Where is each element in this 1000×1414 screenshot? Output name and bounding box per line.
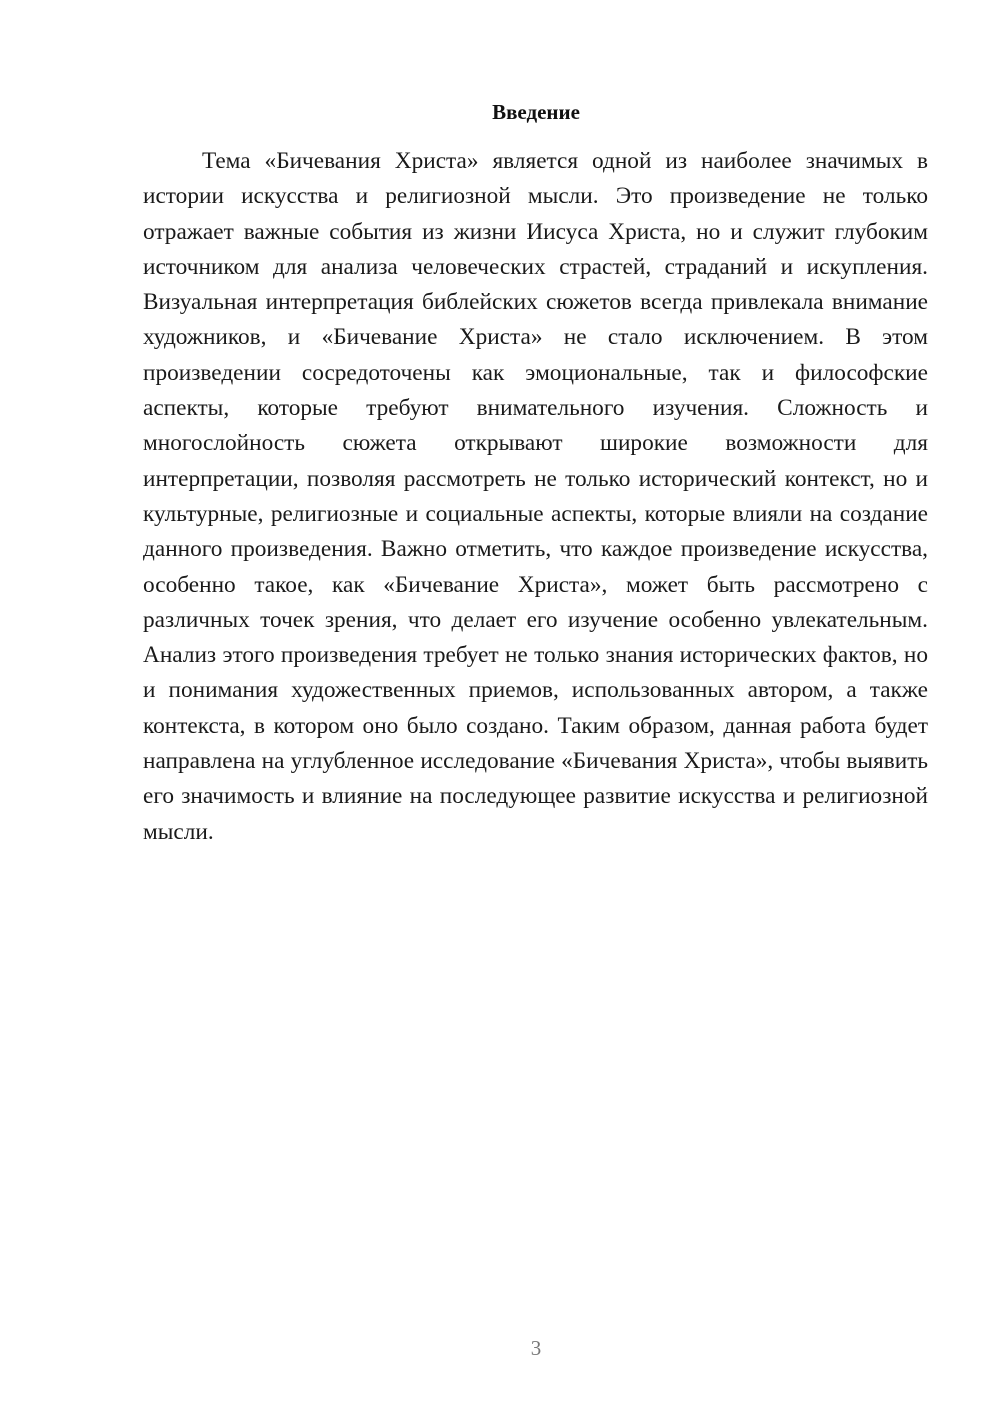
body-paragraph: Тема «Бичевания Христа» является одной из наиболее значимых в истории искусства и религиозной мысли. Это произведение не только отражает важные события из жизни Иисуса Христа, но и служит глубоким источником для анализа человеческих страстей, страданий и искупления. Визуальная интерпретация библейских сюжетов всегда привлекала внимание художников, и «Бичевание Христа» не стало исключением. В этом произведении сосредоточены как эмоциональные, так и философские аспекты, которые требуют внимательного изучения. Сложность и многослойность сюжета открывают широкие возможности для интерпретации, позволяя рассмотреть не только исторический контекст, но и культурные, религиозные и социальные аспекты, которые влияли на создание данного произведения. Важно отметить, что каждое произведение искусства, особенно такое, как «Бичевание Христа», может быть рассмотрено с различных точек зрения, что делает его изучение особенно увлекательным. Анализ этого произведения требует не только знания исторических фактов, но и понимания художественных приемов, использованных автором, а также контекста, в котором оно было создано. Таким образом, данная работа будет направлена на углубленное исследование «Бичевания Христа», чтобы выявить его значимость и влияние на последующее развитие искусства и религиозной мысли. [143, 148, 928, 845]
page-number: 3 [530, 1336, 542, 1360]
section-heading: Введение [492, 100, 580, 124]
